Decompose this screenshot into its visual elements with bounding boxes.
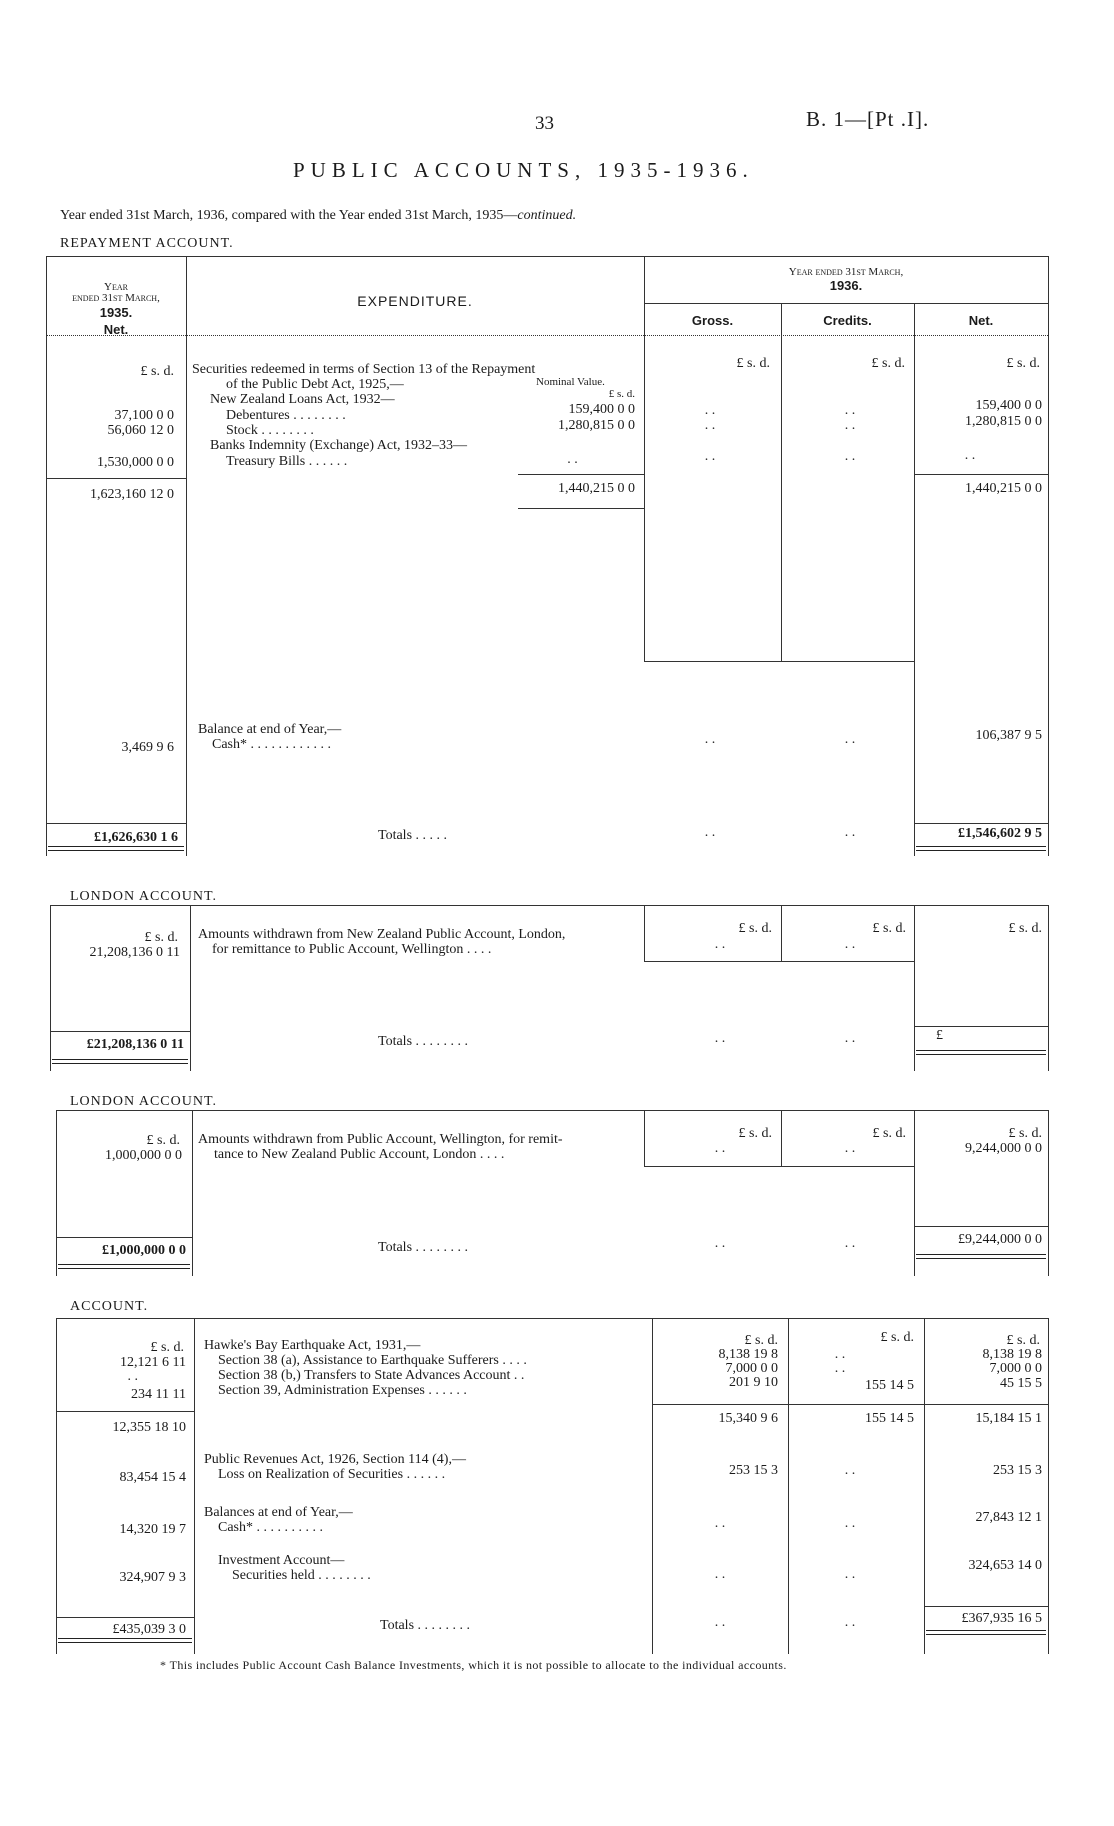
london2-credits-amount: . . <box>844 1141 856 1156</box>
london2-gross-total: . . <box>714 1236 726 1251</box>
london2-totals-label: Totals . . . . . . . . <box>378 1240 469 1255</box>
gross-investment: . . <box>714 1567 726 1582</box>
net-subtotal: 1,440,215 0 0 <box>965 481 1042 496</box>
net-subtotal-earthquake: 15,184 15 1 <box>975 1411 1042 1426</box>
london2-prev-amount: 1,000,000 0 0 <box>105 1148 182 1163</box>
net-loss: 253 15 3 <box>993 1463 1042 1478</box>
london2-prev-total: £1,000,000 0 0 <box>102 1243 186 1258</box>
gross-cash: . . <box>704 732 716 747</box>
prev-total: £1,626,630 1 6 <box>94 830 178 845</box>
credits-sec39: 155 14 5 <box>865 1378 914 1393</box>
london1-lsd-gross: £ s. d. <box>738 921 772 936</box>
london2-desc-2: tance to New Zealand Public Account, London . . . . <box>214 1147 505 1162</box>
gross-sec38a: 8,138 19 8 <box>718 1347 778 1362</box>
net-sec38a: 8,138 19 8 <box>982 1347 1042 1362</box>
account-lsd-left: £ s. d. <box>150 1340 184 1355</box>
net-sec39: 45 15 5 <box>1000 1376 1042 1391</box>
prev-treasury: 1,530,000 0 0 <box>97 455 174 470</box>
prev-loss: 83,454 15 4 <box>119 1470 186 1485</box>
prev-cash: 3,469 9 6 <box>121 740 174 755</box>
cash-label: Cash* . . . . . . . . . . . . <box>212 737 331 752</box>
lsd-net: £ s. d. <box>1006 356 1040 371</box>
prev-sec38b: . . <box>127 1369 138 1384</box>
page-title: PUBLIC ACCOUNTS, 1935-1936. <box>293 158 754 182</box>
london2-gross-amount: . . <box>714 1141 726 1156</box>
account-totals-label: Totals . . . . . . . . <box>380 1618 471 1633</box>
credits-total: . . <box>844 825 856 840</box>
desc-public-debt-act: of the Public Debt Act, 1925,— <box>226 377 404 392</box>
desc-sec39: Section 39, Administration Expenses . . . . . . <box>218 1383 467 1398</box>
london1-credits-amount: . . <box>844 937 856 952</box>
london2-net-amount: 9,244,000 0 0 <box>965 1141 1042 1156</box>
credits-treasury: . . <box>844 449 856 464</box>
prev-stock: 56,060 12 0 <box>107 423 174 438</box>
lsd-credits: £ s. d. <box>871 356 905 371</box>
balance-label: Balance at end of Year,— <box>198 722 342 737</box>
london1-lsd-left: £ s. d. <box>144 930 178 945</box>
gross-sec39: 201 9 10 <box>729 1375 778 1390</box>
london1-gross-amount: . . <box>714 937 726 952</box>
subtitle-continued: continued. <box>517 208 577 223</box>
london2-lsd-credits: £ s. d. <box>872 1126 906 1141</box>
credits-stock: . . <box>844 418 856 433</box>
london1-prev-total: £21,208,136 0 11 <box>86 1037 184 1052</box>
credits-loss: . . <box>844 1463 856 1478</box>
account-section-title: ACCOUNT. <box>70 1299 149 1314</box>
desc-banks-indemnity: Banks Indemnity (Exchange) Act, 1932–33— <box>210 438 468 453</box>
prev-subtotal-earthquake: 12,355 18 10 <box>112 1420 186 1435</box>
gross-stock: . . <box>704 418 716 433</box>
desc-loss-realization: Loss on Realization of Securities . . . . . . <box>218 1467 446 1482</box>
totals-label: Totals . . . . . <box>378 828 448 843</box>
desc-balances-end: Balances at end of Year,— <box>204 1505 353 1520</box>
net-stock: 1,280,815 0 0 <box>965 414 1042 429</box>
lsd-gross: £ s. d. <box>736 356 770 371</box>
credits-cash: . . <box>844 732 856 747</box>
desc-sec38b: Section 38 (b,) Transfers to State Advances Account . . <box>218 1368 525 1383</box>
prev-cash-earthquake: 14,320 19 7 <box>119 1522 186 1537</box>
net-sec38b: 7,000 0 0 <box>989 1361 1042 1376</box>
lsd-left: £ s. d. <box>140 364 174 379</box>
credits-cash-earthquake: . . <box>844 1516 856 1531</box>
london1-gross-total: . . <box>714 1031 726 1046</box>
col-credits: Credits. <box>823 313 872 328</box>
net-cash-earthquake: 27,843 12 1 <box>975 1510 1042 1525</box>
col-year-1936-label: Year ended 31st March, <box>788 266 904 278</box>
desc-stock: Stock . . . . . . . . <box>226 423 314 438</box>
net-treasury: . . <box>964 448 976 463</box>
nominal-treasury: . . <box>567 452 578 467</box>
london2-lsd-net: £ s. d. <box>1008 1126 1042 1141</box>
account-lsd-gross: £ s. d. <box>744 1333 778 1348</box>
nominal-debentures: 159,400 0 0 <box>568 402 635 417</box>
gross-cash-earthquake: . . <box>714 1516 726 1531</box>
desc-nz-loans-act: New Zealand Loans Act, 1932— <box>210 392 395 407</box>
net-debentures: 159,400 0 0 <box>975 398 1042 413</box>
document-reference: B. 1—[Pt .I]. <box>806 107 930 131</box>
london1-lsd-credits: £ s. d. <box>872 921 906 936</box>
london2-lsd-left: £ s. d. <box>146 1133 180 1148</box>
london1-totals-label: Totals . . . . . . . . <box>378 1034 469 1049</box>
col-year-1935-ended: ended 31st March, <box>72 292 160 304</box>
desc-public-revenues: Public Revenues Act, 1926, Section 114 (4),— <box>204 1452 466 1467</box>
account-gross-total: . . <box>714 1615 726 1630</box>
account-prev-total: £435,039 3 0 <box>112 1622 186 1637</box>
col-gross: Gross. <box>691 313 734 328</box>
desc-securities: Securities redeemed in terms of Section 13 of the Repayment <box>192 362 536 377</box>
col-year-1935: 1935. <box>99 305 133 320</box>
desc-hawkes-bay: Hawke's Bay Earthquake Act, 1931,— <box>204 1338 421 1353</box>
london1-desc-2: for remittance to Public Account, Wellington . . . . <box>212 942 492 957</box>
nominal-stock: 1,280,815 0 0 <box>558 418 635 433</box>
london1-net-total: £ <box>936 1028 943 1043</box>
col-net: Net. <box>968 313 994 328</box>
gross-subtotal-earthquake: 15,340 9 6 <box>718 1411 778 1426</box>
net-cash: 106,387 9 5 <box>975 728 1042 743</box>
london1-desc-1: Amounts withdrawn from New Zealand Public Account, London, <box>198 927 566 942</box>
nominal-total: 1,440,215 0 0 <box>558 481 635 496</box>
account-lsd-net: £ s. d. <box>1006 1333 1040 1348</box>
london1-section-title: LONDON ACCOUNT. <box>70 889 217 904</box>
col-net-1935: Net. <box>103 322 129 337</box>
credits-investment: . . <box>844 1567 856 1582</box>
london1-credits-total: . . <box>844 1031 856 1046</box>
london1-prev-amount: 21,208,136 0 11 <box>89 945 180 960</box>
prev-debentures: 37,100 0 0 <box>114 408 174 423</box>
desc-treasury-bills: Treasury Bills . . . . . . <box>226 454 348 469</box>
account-lsd-credits: £ s. d. <box>880 1330 914 1345</box>
credits-subtotal-earthquake: 155 14 5 <box>865 1411 914 1426</box>
credits-sec38a: . . <box>834 1347 846 1362</box>
prev-subtotal: 1,623,160 12 0 <box>90 487 174 502</box>
net-investment: 324,653 14 0 <box>968 1558 1042 1573</box>
desc-debentures: Debentures . . . . . . . . <box>226 408 346 423</box>
page-number: 33 <box>535 113 554 134</box>
account-credits-total: . . <box>844 1615 856 1630</box>
footnote: * This includes Public Account Cash Balance Investments, which it is not possible to allocate to the individual accounts. <box>160 1658 787 1672</box>
london2-desc-1: Amounts withdrawn from Public Account, Wellington, for remit- <box>198 1132 563 1147</box>
london2-section-title: LONDON ACCOUNT. <box>70 1094 217 1109</box>
london2-credits-total: . . <box>844 1236 856 1251</box>
gross-treasury: . . <box>704 449 716 464</box>
gross-debentures: . . <box>704 403 716 418</box>
prev-investment: 324,907 9 3 <box>119 1570 186 1585</box>
credits-sec38b: . . <box>834 1361 846 1376</box>
subtitle-main: Year ended 31st March, 1936, compared with the Year ended 31st March, 1935— <box>60 208 518 223</box>
prev-sec39: 234 11 11 <box>131 1387 186 1402</box>
gross-sec38b: 7,000 0 0 <box>725 1361 778 1376</box>
desc-cash: Cash* . . . . . . . . . . <box>218 1520 323 1535</box>
desc-investment-account: Investment Account— <box>218 1553 345 1568</box>
gross-loss: 253 15 3 <box>729 1463 778 1478</box>
london2-net-total: £9,244,000 0 0 <box>958 1232 1042 1247</box>
col-expenditure: EXPENDITURE. <box>357 293 473 309</box>
net-total: £1,546,602 9 5 <box>958 826 1042 841</box>
nominal-lsd: £ s. d. <box>608 388 635 400</box>
london1-lsd-net: £ s. d. <box>1008 921 1042 936</box>
desc-sec38a: Section 38 (a), Assistance to Earthquake Sufferers . . . . <box>218 1353 527 1368</box>
gross-total: . . <box>704 825 716 840</box>
london2-lsd-gross: £ s. d. <box>738 1126 772 1141</box>
col-year-1935-label: Year <box>104 281 128 293</box>
prev-sec38a: 12,121 6 11 <box>120 1355 186 1370</box>
col-year-1936: 1936. <box>829 278 863 293</box>
nominal-value-label: Nominal Value. <box>536 376 605 388</box>
repayment-section-title: REPAYMENT ACCOUNT. <box>60 236 234 251</box>
page-subtitle <box>60 208 576 224</box>
account-net-total: £367,935 16 5 <box>961 1611 1042 1626</box>
credits-debentures: . . <box>844 403 856 418</box>
desc-securities-held: Securities held . . . . . . . . <box>232 1568 371 1583</box>
